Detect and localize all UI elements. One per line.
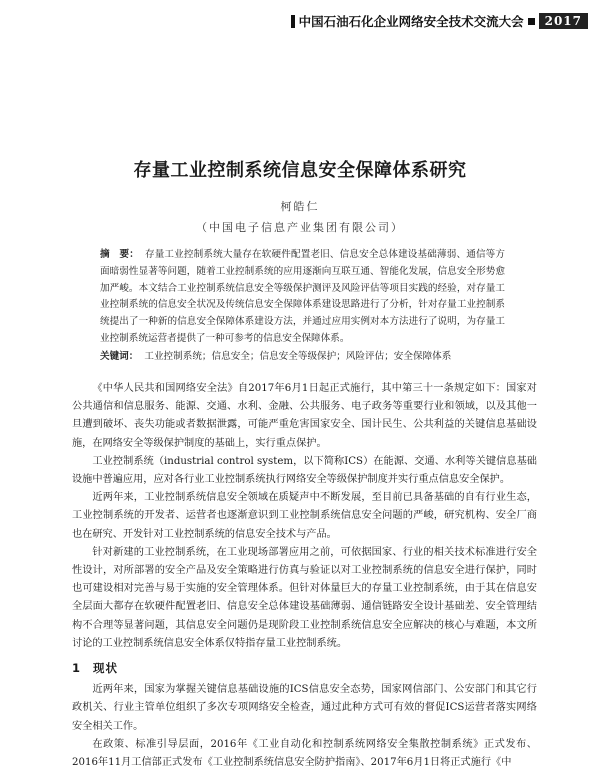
section-number: 1: [72, 661, 82, 676]
abstract: [100, 247, 505, 348]
paper-affiliation: （中国电子信息产业集团有限公司）: [196, 221, 404, 234]
section-heading: [72, 659, 537, 677]
header-year: 2017: [539, 13, 588, 29]
section-title: 现状: [93, 661, 119, 676]
paragraph: 针对新建的工业控制系统，在工业现场部署应用之前，可依据国家、行业的相关技术标准进行安全性设计，对所部署的安全产品及安全策略进行仿真与验证以对工业控制系统的信息安全进行保护，同时也可建设相对完善与易于实施的安全管理体系。但针对体量巨大的存量工业控制系统，由于其在信息安全层面大都存在软硬件配置老旧、信息安全总体建设基础薄弱、通信链路安全设计基础差、安全管理结构不合理等显著问题，其信息安全问题仍是现阶段工业控制系统信息安全应解决的核心与难题，本文所讨论的工业控制系统信息安全体系仅特指存量工业控制系统。: [72, 546, 537, 649]
header-bar-icon: [291, 15, 295, 28]
keywords-label: 关键词：: [100, 351, 139, 362]
paragraph: 近两年来，工业控制系统信息安全领域在质疑声中不断发展，至目前已具备基础的自有行业生态，工业控制系统的开发者、运营者也逐渐意识到工业控制系统信息安全问题的严峻，研究机构、安全厂商也在研究、开发针对工业控制系统的信息安全技术与产品。: [72, 492, 537, 540]
abstract-text: 存量工业控制系统大量存在软硬件配置老旧、信息安全总体建设基础薄弱、通信等方面暗弱性显著等问题，随着工业控制系统的应用逐渐向互联互通、智能化发展，信息安全形势愈加严峻。本文结合工业控制系统信息安全等级保护测评及风险评估等项目实践的经验，对存量工业控制系统的信息安全状况及传统信息安全保障体系建设思路进行了分析，针对存量工业控制系统提出了一种新的信息安全保障体系建设方法，并通过应用实例对本方法进行了说明，为存量工业控制系统运营者提供了一种可参考的信息安全保障体系。: [100, 249, 506, 344]
journal-name: 中国石油石化企业网络安全技术交流大会: [298, 14, 524, 29]
header-square-icon: [528, 18, 535, 25]
paper-author: 柯皓仁: [280, 200, 320, 213]
paragraph: 在政策、标准引导层面，2016年《工业自动化和控制系统网络安全集散控制系统》正式发布、2016年11月工信部正式发布《工业控制系统信息安全防护指南》、2017年6月1日将正式施行《中: [72, 738, 537, 769]
paragraph: 近两年来，国家为掌握关键信息基础设施的ICS信息安全态势，国家网信部门、公安部门和其它行政机关、行业主管单位组织了多次专项网络安全检查，通过此种方式可有效的督促ICS运营者落实网络安全相关工作。: [72, 684, 537, 732]
running-header: [291, 12, 588, 30]
abstract-label: 摘 要：: [100, 249, 139, 260]
keywords: [100, 349, 505, 365]
body-text: [72, 380, 537, 772]
paragraph: 工业控制系统（industrial control system，以下简称ICS）在能源、交通、水利等关键信息基础设施中普遍应用，应对各行业工业控制系统执行网络安全等级保护制度并实行重点信息安全保护。: [72, 455, 537, 486]
keywords-text: 工业控制系统；信息安全；信息安全等级保护；风险评估；安全保障体系: [144, 351, 452, 362]
paper-title: 存量工业控制系统信息安全保障体系研究: [133, 160, 467, 181]
paragraph: 《中华人民共和国网络安全法》自2017年6月1日起正式施行，其中第三十一条规定如下：国家对公共通信和信息服务、能源、交通、水利、金融、公共服务、电子政务等重要行业和领域，以及其他一旦遭到破坏、丧失功能或者数据泄露，可能严重危害国家安全、国计民生、公共利益的关键信息基础设施，在网络安全等级保护制度的基础上，实行重点保护。: [72, 383, 537, 449]
